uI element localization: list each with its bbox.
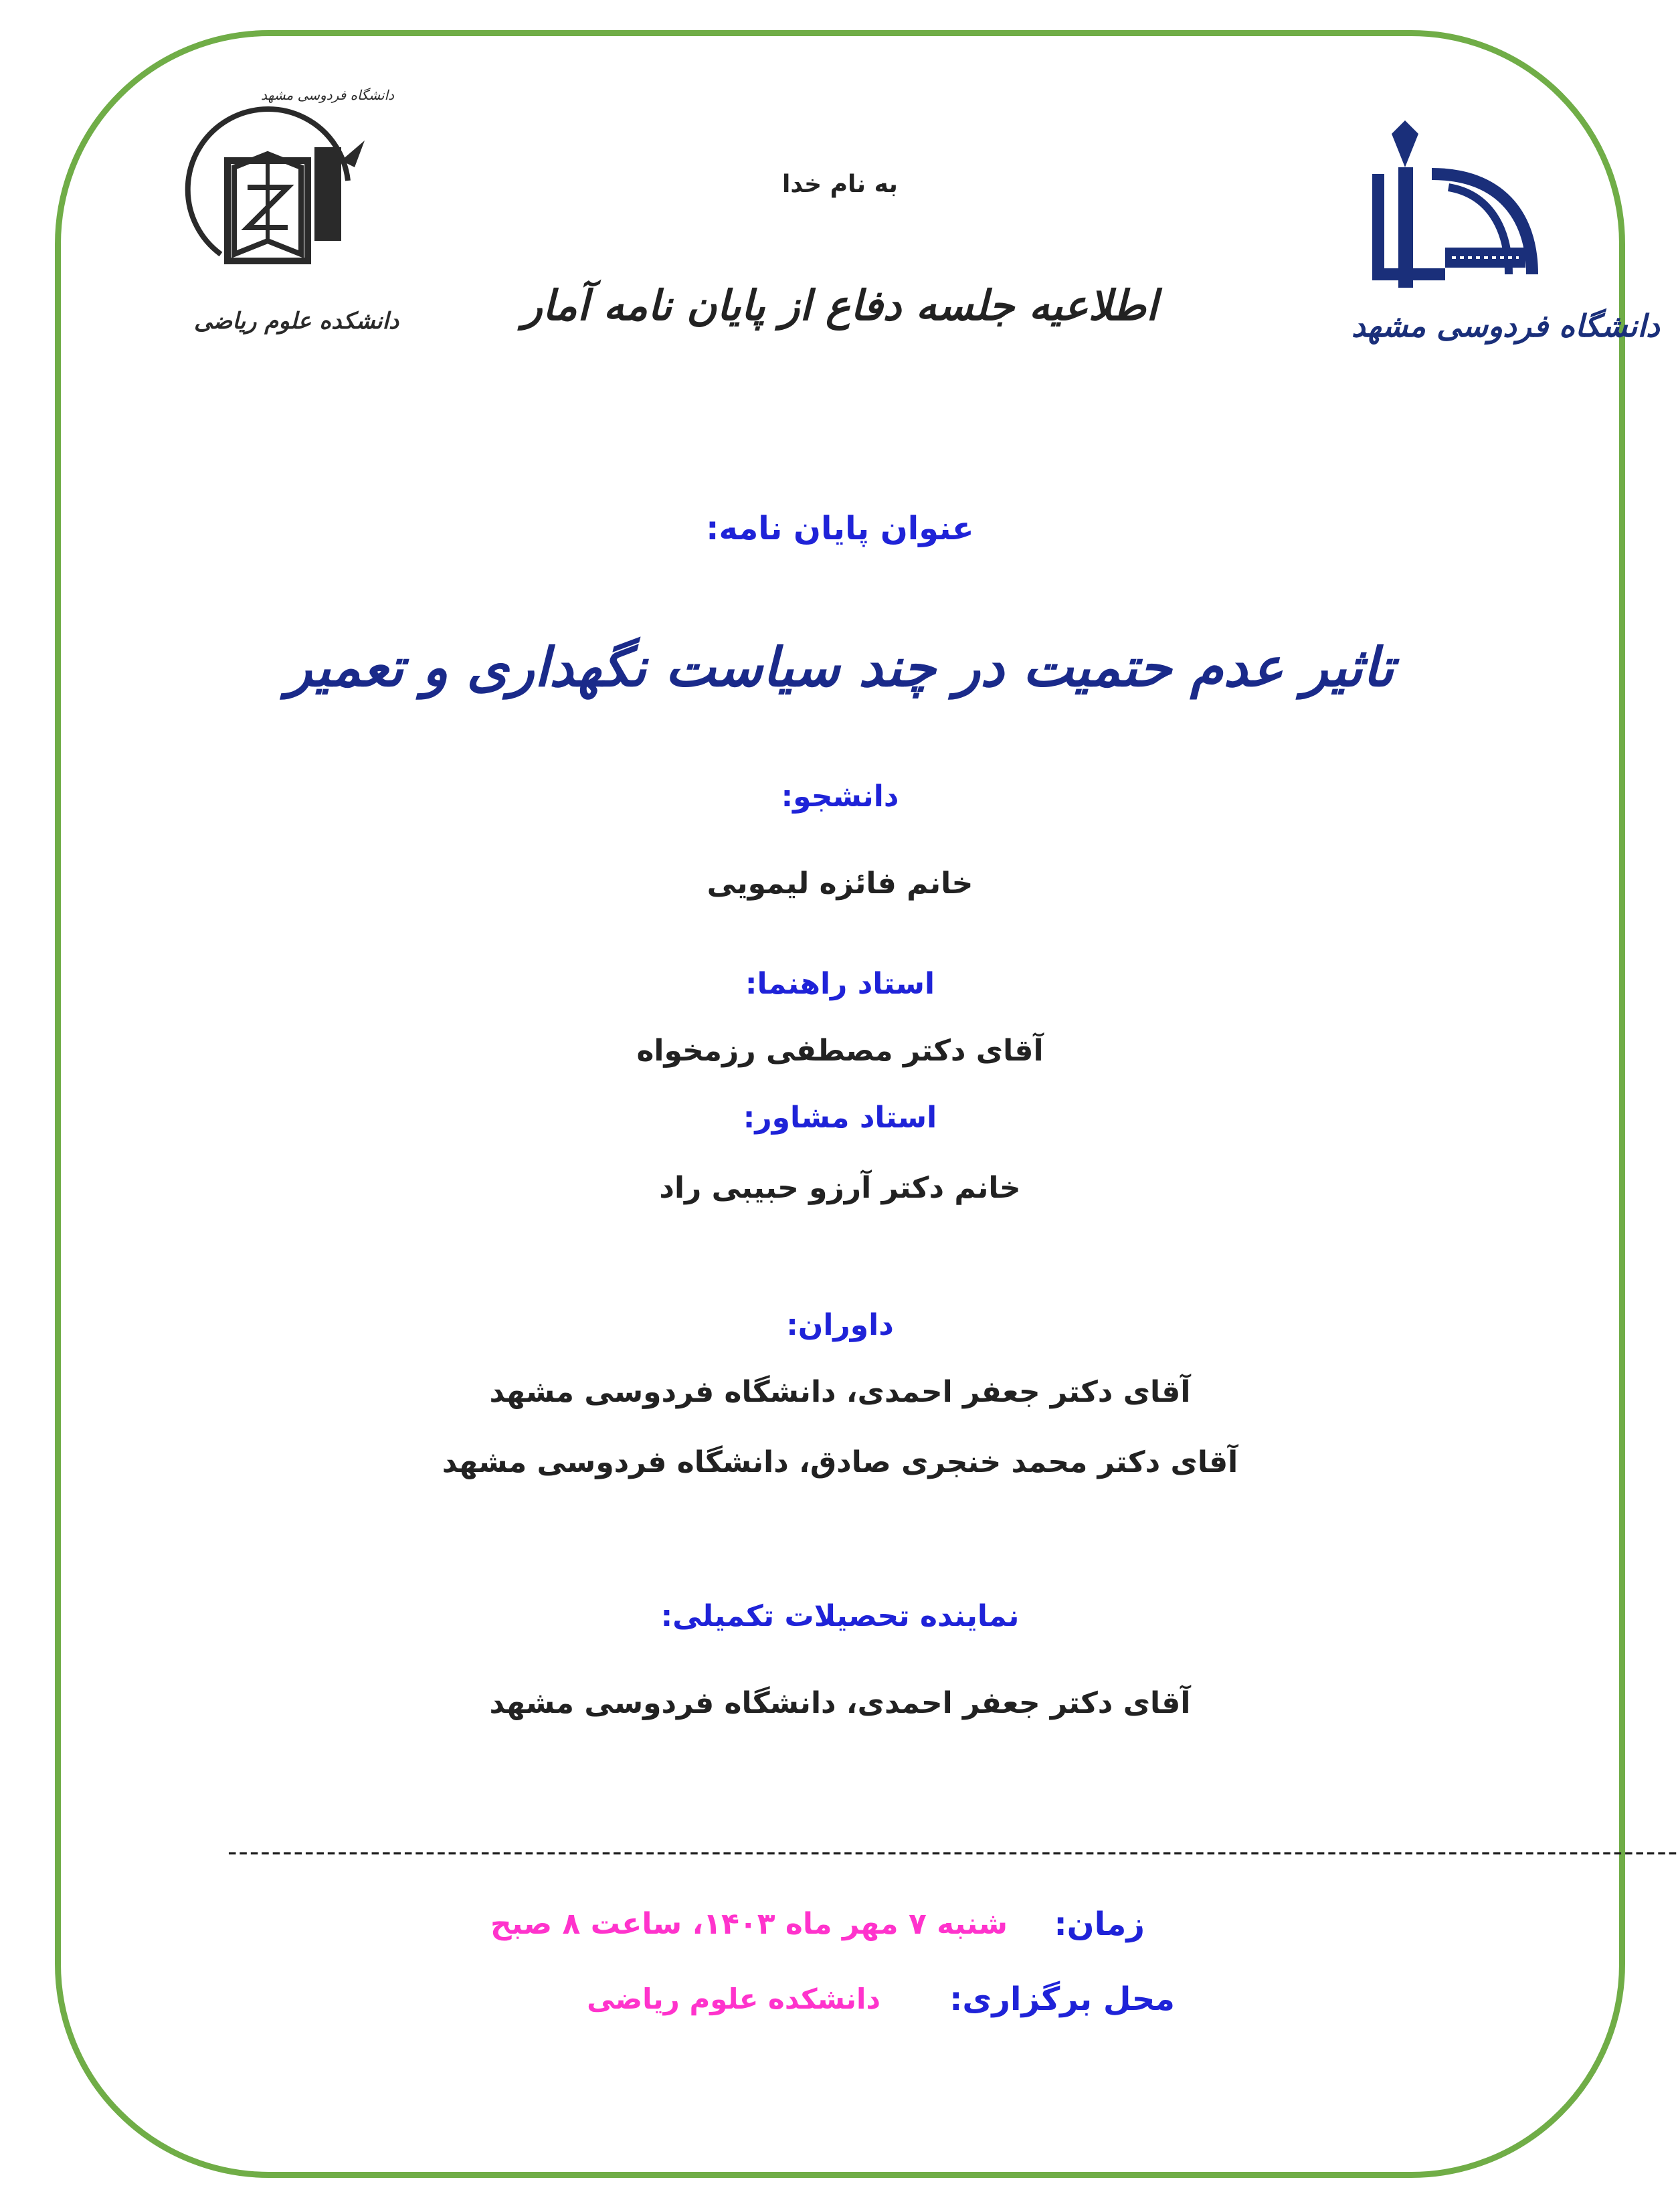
bismillah: به نام خدا bbox=[782, 171, 898, 198]
faculty-logo-caption: دانشکده علوم ریاضی bbox=[194, 308, 399, 335]
thesis-title: تاثیر عدم حتمیت در چند سیاست نگهداری و تعمیر bbox=[286, 636, 1394, 699]
supervisor-name: آقای دکتر مصطفی رزمخواه bbox=[636, 1034, 1044, 1068]
supervisor-label: استاد راهنما: bbox=[745, 967, 935, 1001]
faculty-logo-ring-text: دانشگاه فردوسی مشهد bbox=[261, 87, 395, 103]
venue-value: دانشکده علوم ریاضی bbox=[587, 1983, 880, 2015]
separator-line: ------------------------------------------------------------------------------------------------------------------------------------ bbox=[227, 1837, 1679, 1867]
university-logo-caption: دانشگاه فردوسی مشهد bbox=[1351, 308, 1660, 344]
university-emblem-icon bbox=[1338, 94, 1552, 308]
faculty-emblem-icon bbox=[181, 100, 381, 301]
advisor-label: استاد مشاور: bbox=[743, 1101, 937, 1135]
student-name: خانم فائزه لیمویی bbox=[707, 866, 973, 901]
advisor-name: خانم دکتر آرزو حبیبی راد bbox=[659, 1171, 1021, 1205]
announcement-title: اطلاعیه جلسه دفاع از پایان نامه آمار bbox=[522, 281, 1158, 330]
time-label: زمان: bbox=[1054, 1906, 1145, 1943]
time-value: شنبه ۷ مهر ماه ۱۴۰۳، ساعت ۸ صبح bbox=[490, 1907, 1008, 1941]
graduate-rep-name: آقای دکتر جعفر احمدی، دانشگاه فردوسی مشهد bbox=[489, 1686, 1191, 1720]
graduate-rep-label: نماینده تحصیلات تکمیلی: bbox=[660, 1599, 1020, 1633]
referee-item: آقای دکتر جعفر احمدی، دانشگاه فردوسی مشهد bbox=[489, 1375, 1191, 1409]
student-label: دانشجو: bbox=[781, 779, 899, 814]
thesis-title-label: عنوان پایان نامه: bbox=[706, 510, 974, 547]
referee-item: آقای دکتر محمد خنجری صادق، دانشگاه فردوسی مشهد bbox=[442, 1445, 1238, 1479]
referees-label: داوران: bbox=[786, 1308, 894, 1342]
venue-label: محل برگزاری: bbox=[949, 1981, 1175, 2018]
